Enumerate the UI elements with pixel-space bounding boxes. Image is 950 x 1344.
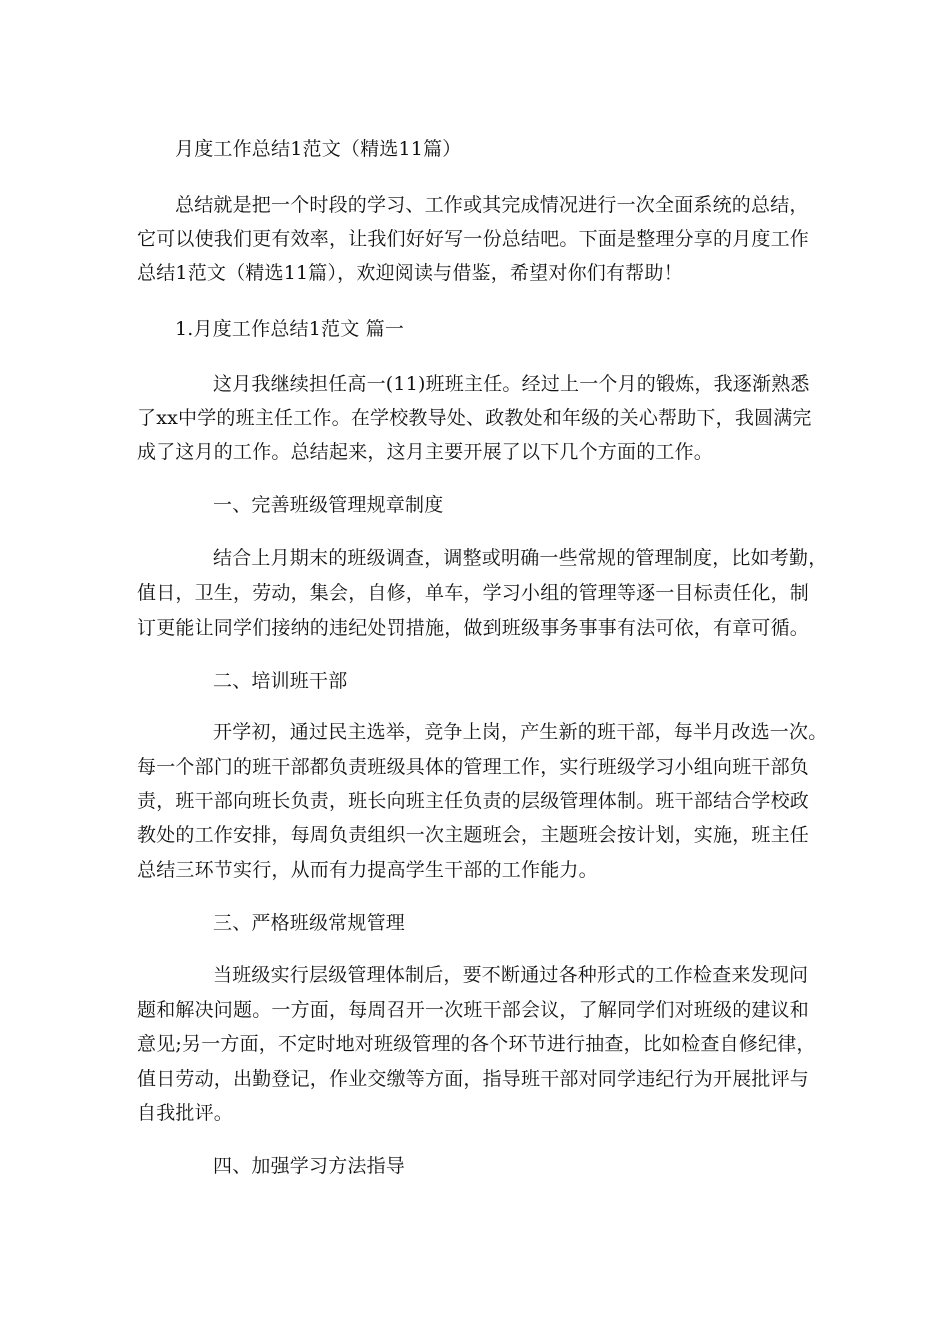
paragraph-line: 了xx中学的班主任工作。在学校教导处、政教处和年级的关心帮助下，我圆满完 xyxy=(137,407,812,429)
paragraph-line: 当班级实行层级管理体制后，要不断通过各种形式的工作检查来发现问 xyxy=(213,964,809,986)
paragraph-line: 题和解决问题。一方面，每周召开一次班干部会议，了解同学们对班级的建议和 xyxy=(137,999,810,1021)
paragraph-line: 意见;另一方面，不定时地对班级管理的各个环节进行抽查，比如检查自修纪律， xyxy=(137,1033,816,1055)
paragraph-line: 自我批评。 xyxy=(137,1102,234,1124)
section-heading: 三、严格班级常规管理 xyxy=(213,912,406,934)
section-heading: 二、培训班干部 xyxy=(213,670,348,692)
paragraph-line: 每一个部门的班干部都负责班级具体的管理工作，实行班级学习小组向班干部负 xyxy=(137,756,810,778)
paragraph-line: 结合上月期末的班级调查，调整或明确一些常规的管理制度，比如考勤， xyxy=(213,547,828,569)
paragraph-line: 教处的工作安排，每周负责组织一次主题班会，主题班会按计划，实施，班主任 xyxy=(137,824,810,846)
document-title: 月度工作总结1范文（精选11篇） xyxy=(175,138,462,160)
article-heading: 1.月度工作总结1范文 篇一 xyxy=(175,318,405,340)
section-heading: 一、完善班级管理规章制度 xyxy=(213,494,444,516)
paragraph-line: 责，班干部向班长负责，班长向班主任负责的层级管理体制。班干部结合学校政 xyxy=(137,790,810,812)
intro-line: 总结1范文（精选11篇），欢迎阅读与借鉴，希望对你们有帮助！ xyxy=(137,262,683,284)
intro-line: 它可以使我们更有效率，让我们好好写一份总结吧。下面是整理分享的月度工作 xyxy=(137,228,810,250)
paragraph-line: 这月我继续担任高一(11)班班主任。经过上一个月的锻炼，我逐渐熟悉 xyxy=(213,373,810,395)
paragraph-line: 值日，卫生，劳动，集会，自修，单车，学习小组的管理等逐一目标责任化，制 xyxy=(137,582,810,604)
paragraph-line: 值日劳动，出勤登记，作业交缴等方面，指导班干部对同学违纪行为开展批评与 xyxy=(137,1068,810,1090)
section-heading: 四、加强学习方法指导 xyxy=(213,1155,406,1177)
paragraph-line: 开学初，通过民主选举，竞争上岗，产生新的班干部，每半月改选一次。 xyxy=(213,721,828,743)
paragraph-line: 总结三环节实行，从而有力提高学生干部的工作能力。 xyxy=(137,859,598,881)
paragraph-line: 订更能让同学们接纳的违纪处罚措施，做到班级事务事事有法可依，有章可循。 xyxy=(137,617,810,639)
paragraph-line: 成了这月的工作。总结起来，这月主要开展了以下几个方面的工作。 xyxy=(137,441,714,463)
intro-line: 总结就是把一个时段的学习、工作或其完成情况进行一次全面系统的总结， xyxy=(175,194,809,216)
